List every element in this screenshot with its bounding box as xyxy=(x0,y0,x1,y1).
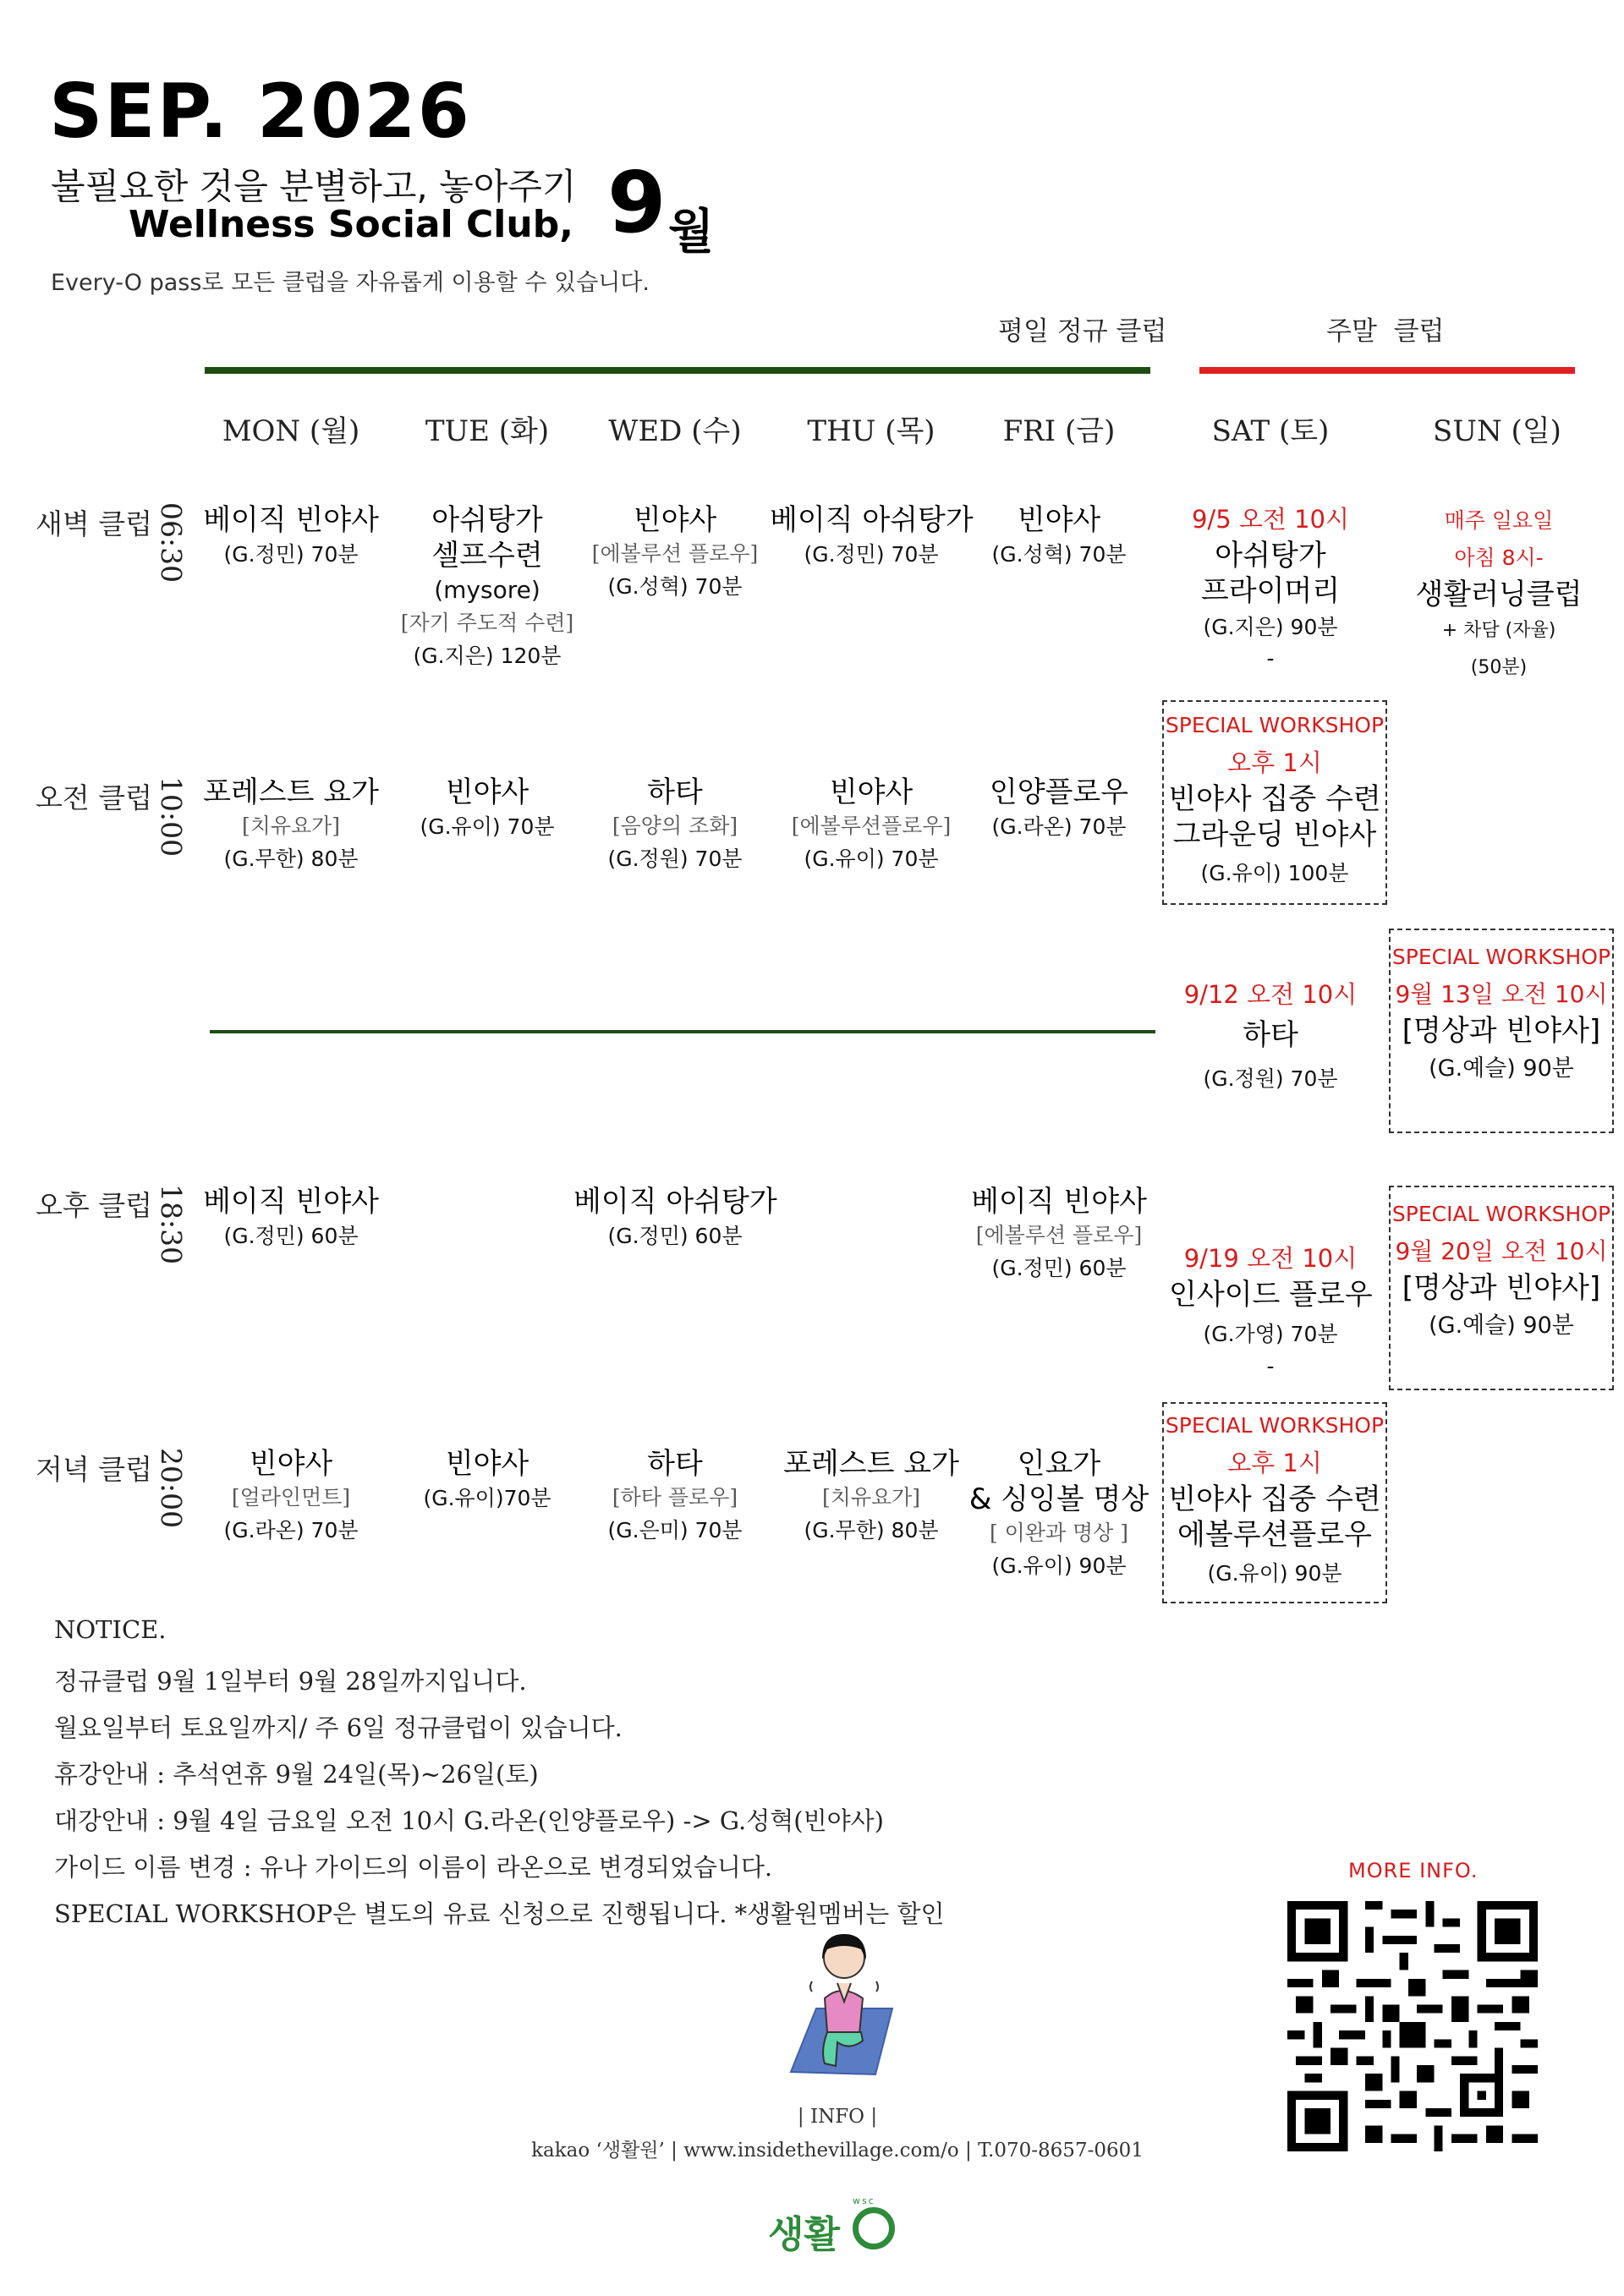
workshop-time: 오후 1시 xyxy=(1227,748,1322,777)
notice-line: 가이드 이름 변경 : 유나 가이드의 이름이 라온으로 변경되었습니다. xyxy=(54,1853,773,1882)
class-title: 베이직 빈야사 xyxy=(203,503,379,537)
class-guide: (G.은미) 70분 xyxy=(607,1518,743,1543)
class-afternoon-fri xyxy=(957,1184,1160,1285)
notice-line: 휴강안내 : 추석연휴 9월 24일(목)~26일(토) xyxy=(54,1760,539,1789)
day-header-sun: SUN (일) xyxy=(1433,414,1561,448)
qr-code-icon[interactable] xyxy=(1287,1901,1538,2151)
class-title: 하타 xyxy=(1243,1018,1298,1052)
class-guide: (G.정민) 60분 xyxy=(991,1256,1127,1280)
notice-line: 월요일부터 토요일까지/ 주 6일 정규클럽이 있습니다. xyxy=(54,1713,623,1742)
workshop-title: [명상과 빈야사] xyxy=(1402,1271,1601,1305)
day-header-mon: MON (월) xyxy=(222,414,360,448)
class-guide: (G.지은) 90분 xyxy=(1203,615,1338,639)
class-subtitle: + 차담 (자율) xyxy=(1441,620,1556,641)
class-dash: - xyxy=(1266,1354,1275,1378)
notice-heading: NOTICE. xyxy=(54,1615,167,1644)
weekend-group-label: 주말 클럽 xyxy=(1326,316,1445,347)
workshop-box-sat-morning xyxy=(1162,700,1387,905)
class-guide: (G.유이) 70분 xyxy=(420,814,555,839)
workshop-date: 9월 20일 오전 10시 xyxy=(1395,1237,1608,1265)
class-title: 빈야사 xyxy=(445,775,529,809)
class-evening-wed xyxy=(573,1446,776,1548)
weekday-group-label: 평일 정규 클럽 xyxy=(998,316,1167,347)
workshop-label: SPECIAL WORKSHOP xyxy=(1391,1202,1611,1226)
class-guide: (G.라온) 70분 xyxy=(223,1518,359,1543)
class-subtitle: [음양의 조화] xyxy=(612,814,738,838)
class-guide: (G.정원) 70분 xyxy=(1203,1066,1338,1091)
workshop-time: 오후 1시 xyxy=(1227,1449,1322,1477)
class-guide: (G.유이) 90분 xyxy=(991,1553,1127,1578)
class-guide: (G.정민) 70분 xyxy=(223,542,359,567)
class-subtitle: [에볼루션 플로우] xyxy=(975,1223,1143,1247)
class-duration: (50분) xyxy=(1470,657,1528,678)
month-number: 9 xyxy=(607,153,667,252)
row-label-dawn: 새벽 클럽 xyxy=(36,507,153,540)
class-title: 인양플로우 xyxy=(989,775,1129,809)
workshop-label: SPECIAL WORKSHOP xyxy=(1391,945,1611,969)
row-label-morning: 오전 클럽 xyxy=(36,781,153,814)
class-guide: (G.무한) 80분 xyxy=(223,847,359,871)
notice-line: 정규클럽 9월 1일부터 9월 28일까지입니다. xyxy=(54,1667,527,1696)
class-title: 빈야사 xyxy=(1017,503,1101,537)
row-time-morning: 10:00 xyxy=(155,776,188,858)
workshop-label: SPECIAL WORKSHOP xyxy=(1165,713,1385,737)
class-dawn-sat xyxy=(1169,501,1372,671)
class-title: 베이직 빈야사 xyxy=(203,1185,379,1219)
class-title-2: & 싱잉볼 명상 xyxy=(968,1482,1149,1516)
class-title: 빈야사 xyxy=(633,503,717,537)
row-time-dawn: 06:30 xyxy=(155,502,188,584)
class-title: 하타 xyxy=(647,775,703,809)
poster-subtitle: 불필요한 것을 분별하고, 놓아주기 xyxy=(51,166,577,207)
class-guide: (G.지은) 120분 xyxy=(413,644,562,668)
class-title: 생활러닝클럽 xyxy=(1415,578,1583,611)
club-name: Wellness Social Club, xyxy=(129,203,573,246)
class-dawn-sun xyxy=(1397,502,1600,687)
workshop-box-sat-evening xyxy=(1162,1402,1387,1603)
class-title: 인요가 xyxy=(1017,1447,1101,1481)
class-subtitle: [ 이완과 명상 ] xyxy=(989,1521,1129,1545)
class-title: 빈야사 xyxy=(445,1447,529,1481)
class-evening-thu xyxy=(770,1446,973,1548)
class-subtitle: [에볼루션 플로우] xyxy=(591,541,759,566)
class-afternoon-mon xyxy=(189,1184,392,1253)
class-subtitle: [치유요가] xyxy=(241,814,341,838)
workshop-title: 빈야사 집중 수련 xyxy=(1168,1482,1381,1516)
notice-line: 대강안내 : 9월 4일 금요일 오전 10시 G.라온(인양플로우) -> G.성혁(빈야사) xyxy=(54,1806,884,1835)
wsc-logo-icon xyxy=(768,2195,895,2263)
class-dawn-tue xyxy=(386,502,589,673)
class-title: 빈야사 xyxy=(829,775,914,809)
class-title: 베이직 아쉬탕가 xyxy=(573,1185,777,1219)
row-time-afternoon: 18:30 xyxy=(155,1184,188,1265)
logo-text: 생활 xyxy=(768,2213,841,2256)
day-header-wed: WED (수) xyxy=(608,414,742,448)
class-date: 9/12 오전 10시 xyxy=(1183,980,1358,1009)
workshop-box-sun-20 xyxy=(1389,1186,1614,1390)
class-guide: (G.성혁) 70분 xyxy=(607,574,743,599)
class-title: 베이직 빈야사 xyxy=(971,1185,1147,1219)
weekday-bar xyxy=(205,367,1150,374)
day-header-thu: THU (목) xyxy=(807,414,935,448)
class-afternoon-sat xyxy=(1169,1240,1372,1377)
class-date: 9/19 오전 10시 xyxy=(1183,1244,1358,1273)
class-morning-wed xyxy=(573,775,776,876)
row-time-evening: 20:00 xyxy=(155,1448,188,1529)
class-title-2: 셀프수련 xyxy=(431,539,543,573)
class-title: 베이직 아쉬탕가 xyxy=(770,503,974,537)
class-title: 인사이드 플로우 xyxy=(1169,1278,1373,1312)
notice-line: SPECIAL WORKSHOP은 별도의 유료 신청으로 진행됩니다. *생활원멤버는 할인 xyxy=(54,1899,945,1928)
class-guide: (G.정원) 70분 xyxy=(607,847,743,871)
class-subtitle: [에볼루션플로우] xyxy=(791,814,952,838)
workshop-guide: (G.유이) 100분 xyxy=(1200,861,1349,885)
day-header-tue: TUE (화) xyxy=(425,414,550,448)
workshop-title-2: 그라운딩 빈야사 xyxy=(1172,818,1377,852)
class-morning-mon xyxy=(189,775,392,876)
workshop-title: 빈야사 집중 수련 xyxy=(1168,782,1381,816)
class-title: 포레스트 요가 xyxy=(783,1447,959,1481)
workshop-title-2: 에볼루션플로우 xyxy=(1177,1518,1372,1552)
workshop-date: 9월 13일 오전 10시 xyxy=(1395,980,1608,1008)
class-title-3: (mysore) xyxy=(434,576,540,604)
class-title-2: 프라이머리 xyxy=(1200,574,1341,608)
class-morning-tue xyxy=(386,775,589,844)
poster-title: SEP. 2026 xyxy=(49,68,471,155)
workshop-box-sun-13 xyxy=(1389,929,1614,1133)
more-info-label: MORE INFO. xyxy=(1348,1859,1479,1882)
workshop-guide: (G.예슬) 90분 xyxy=(1429,1055,1574,1082)
class-dawn-fri xyxy=(957,502,1160,572)
class-title: 빈야사 xyxy=(249,1447,333,1481)
class-guide: (G.정민) 60분 xyxy=(607,1224,743,1248)
logo-small-text: wsc xyxy=(853,2195,875,2206)
yoga-tree-pose-illustration-icon xyxy=(778,1924,905,2085)
month-suffix: 월 xyxy=(668,205,715,260)
weekday-divider-line xyxy=(210,1030,1155,1033)
class-evening-mon xyxy=(189,1446,392,1548)
row-label-afternoon: 오후 클럽 xyxy=(36,1189,153,1222)
class-afternoon-wed xyxy=(573,1184,776,1253)
class-guide: (G.성혁) 70분 xyxy=(991,542,1127,567)
weekend-bar xyxy=(1199,367,1575,374)
class-mid-sat xyxy=(1169,976,1372,1101)
class-guide: (G.유이) 70분 xyxy=(804,847,939,871)
class-guide: (G.무한) 80분 xyxy=(804,1518,939,1543)
class-evening-fri xyxy=(957,1446,1160,1583)
class-schedule-note: 매주 일요일 xyxy=(1444,508,1554,533)
class-guide: (G.유이)70분 xyxy=(423,1486,551,1510)
class-subtitle: [자기 주도적 수련] xyxy=(400,611,574,635)
class-subtitle: [얼라인먼트] xyxy=(231,1485,351,1510)
class-schedule-time: 아침 8시- xyxy=(1454,545,1544,570)
class-guide: (G.정민) 70분 xyxy=(804,542,939,567)
class-dawn-wed xyxy=(573,502,776,604)
workshop-guide: (G.유이) 90분 xyxy=(1207,1561,1342,1586)
class-evening-tue xyxy=(386,1446,589,1515)
class-guide: (G.정민) 60분 xyxy=(223,1224,359,1248)
workshop-label: SPECIAL WORKSHOP xyxy=(1165,1413,1385,1438)
class-dawn-thu xyxy=(770,502,973,572)
class-dash: - xyxy=(1266,646,1275,671)
workshop-title: [명상과 빈야사] xyxy=(1402,1014,1601,1048)
contact-info: kakao ‘생활원’ | www.insidethevillage.com/o | T.070-8657-0601 xyxy=(531,2140,1144,2162)
workshop-guide: (G.예슬) 90분 xyxy=(1429,1312,1574,1339)
class-morning-thu xyxy=(770,775,973,876)
class-title: 아쉬탕가 xyxy=(1215,539,1326,573)
day-header-fri: FRI (금) xyxy=(1002,414,1116,448)
day-header-sat: SAT (토) xyxy=(1211,414,1330,448)
class-dawn-mon xyxy=(189,502,392,572)
pass-description: Every-O pass로 모든 클럽을 자유롭게 이용할 수 있습니다. xyxy=(51,270,650,296)
info-label: | INFO | xyxy=(797,2106,878,2128)
class-morning-fri xyxy=(957,775,1160,844)
class-title: 포레스트 요가 xyxy=(203,775,379,809)
class-subtitle: [치유요가] xyxy=(821,1485,921,1510)
class-date: 9/5 오전 10시 xyxy=(1191,505,1350,534)
class-guide: (G.라온) 70분 xyxy=(991,814,1127,839)
row-label-evening: 저녁 클럽 xyxy=(36,1453,153,1486)
logo-circle xyxy=(853,2207,895,2249)
class-guide: (G.가영) 70분 xyxy=(1203,1322,1338,1346)
class-title: 하타 xyxy=(647,1447,703,1481)
class-subtitle: [하타 플로우] xyxy=(612,1485,738,1510)
class-title: 아쉬탕가 xyxy=(431,503,543,537)
